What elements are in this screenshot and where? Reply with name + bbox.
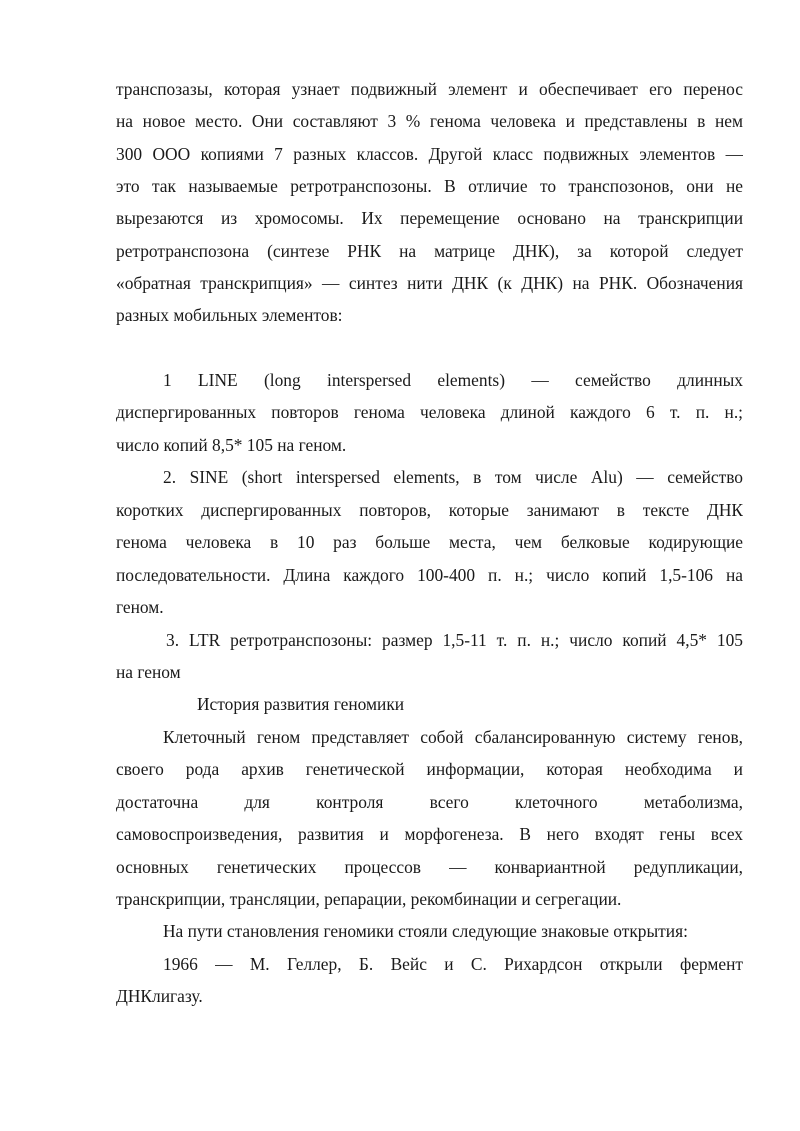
text-line: 1966 — М. Геллер, Б. Вейс и С. Рихардсон открыли фермент — [163, 954, 743, 974]
list-item-line: число копий 8,5* 105 на геном. — [116, 435, 347, 455]
section-heading: История развития геномики — [197, 694, 405, 714]
list-item-line: геном. — [116, 597, 164, 617]
list-item-line: на геном — [116, 662, 181, 682]
text-line: разных мобильных элементов: — [116, 305, 343, 325]
text-line: ДНКлигазу. — [116, 986, 203, 1006]
list-item-line: коротких диспергированных повторов, которые занимают в тексте ДНК — [116, 500, 743, 520]
text-line: вырезаются из хромосомы. Их перемещение основано на транскрипции — [116, 208, 743, 228]
text-line: на новое место. Они составляют 3 % генома человека и представлены в нем — [116, 111, 743, 131]
text-line: транскрипции, трансляции, репарации, рекомбинации и сегрегации. — [116, 889, 622, 909]
list-item-line: диспергированных повторов генома человека длиной каждого 6 т. п. н.; — [116, 402, 743, 422]
text-line: самовоспроизведения, развития и морфогенеза. В него входят гены всех — [116, 824, 743, 844]
list-item-line: последовательности. Длина каждого 100-400 п. н.; число копий 1,5-106 на — [116, 565, 743, 585]
text-line: Клеточный геном представляет собой сбалансированную систему генов, — [163, 727, 743, 747]
text-line: транспозазы, которая узнает подвижный элемент и обеспечивает его перенос — [116, 79, 743, 99]
list-item-line: 3. LTR ретротранспозоны: размер 1,5-11 т. п. н.; число копий 4,5* 105 — [166, 630, 743, 650]
text-line: «обратная транскрипция» — синтез нити ДНК (к ДНК) на РНК. Обозначения — [116, 273, 743, 293]
list-item-line: 2. SINE (short interspersed elements, в том числе Alu) — семейство — [163, 467, 743, 487]
text-line: 300 ООО копиями 7 разных классов. Другой класс подвижных элементов — — [116, 144, 743, 164]
list-item-line: генома человека в 10 раз больше места, чем белковые кодирующие — [116, 532, 743, 552]
text-line: На пути становления геномики стояли следующие знаковые открытия: — [163, 921, 688, 941]
list-item-line: 1 LINE (long interspersed elements) — семейство длинных — [163, 370, 743, 390]
text-line: основных генетических процессов — конвариантной редупликации, — [116, 857, 743, 877]
text-line: ретротранспозона (синтезе РНК на матрице ДНК), за которой следует — [116, 241, 743, 261]
text-line: своего рода архив генетической информации, которая необходима и — [116, 759, 743, 779]
text-line: достаточна для контроля всего клеточного метаболизма, — [116, 792, 743, 812]
text-line: это так называемые ретротранспозоны. В отличие то транспозонов, они не — [116, 176, 743, 196]
